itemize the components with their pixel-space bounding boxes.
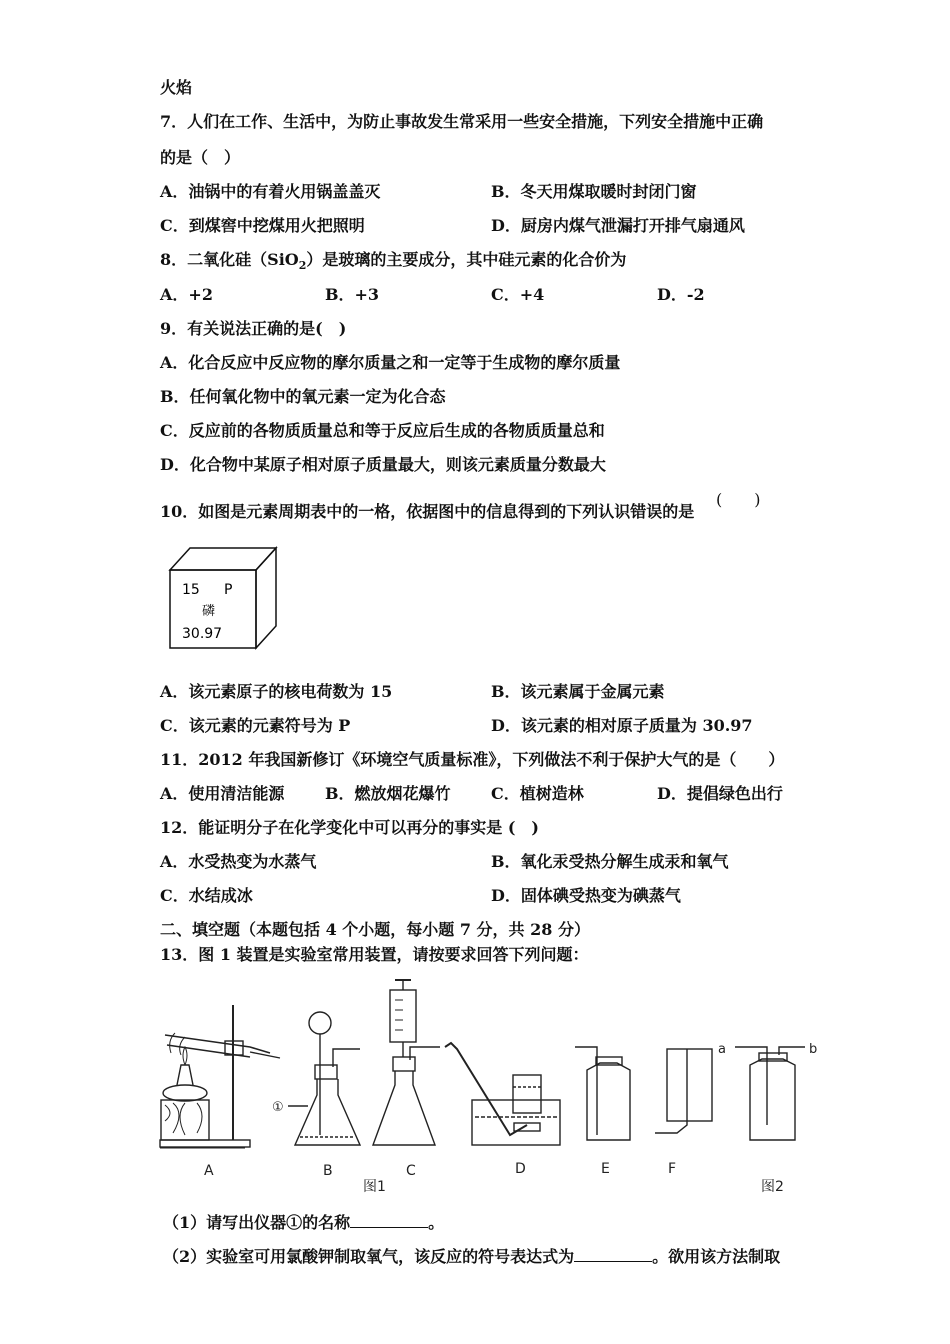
apparatus-b	[272, 1012, 360, 1145]
q12-option-b: B．氧化汞受热分解生成汞和氧气	[491, 852, 729, 871]
q7-option-c: C．到煤窖中挖煤用火把照明	[160, 216, 365, 235]
q8-stem: 8．二氧化硅（SiO$_2$）是玻璃的主要成分，其中硅元素的化合价为	[160, 250, 627, 273]
element-symbol: P	[224, 582, 233, 598]
marker-one: ①	[272, 1100, 284, 1115]
q9-option-d: D．化合物中某原子相对原子质量最大，则该元素质量分数最大	[160, 455, 606, 474]
q8-option-d: D．-2	[657, 285, 705, 304]
q11-option-b: B．燃放烟花爆竹	[325, 784, 451, 803]
label-f: F	[668, 1161, 677, 1177]
port-b-label: b	[809, 1042, 818, 1057]
label-c: C	[406, 1163, 416, 1179]
apparatus-f	[655, 1049, 712, 1133]
q8-option-b: B．+3	[325, 285, 380, 304]
q13-sub1: （1）请写出仪器①的名称 。	[163, 1213, 445, 1232]
port-a-label: a	[718, 1042, 726, 1057]
q7-option-d: D．厨房内煤气泄漏打开排气扇通风	[491, 216, 745, 235]
q9-option-b: B．任何氧化物中的氧元素一定为化合态	[160, 387, 446, 406]
label-d: D	[515, 1161, 526, 1177]
q9-option-a: A．化合反应中反应物的摩尔质量之和一定等于生成物的摩尔质量	[160, 353, 621, 372]
q12-option-a: A．水受热变为水蒸气	[160, 852, 317, 871]
q11-stem: 11．2012 年我国新修订《环境空气质量标准》，下列做法不利于保护大气的是（ ）	[160, 750, 785, 769]
q7-option-a: A．油锅中的有着火用锅盖盖灭	[160, 182, 381, 201]
q10-option-c: C．该元素的元素符号为 P	[160, 716, 351, 735]
label-e: E	[601, 1161, 610, 1177]
q8-option-c: C．+4	[491, 285, 545, 304]
cube-side-face	[256, 548, 276, 648]
answer-blank-2[interactable]	[574, 1247, 652, 1262]
apparatus-fig2	[718, 1042, 817, 1140]
q11-option-c: C．植树造林	[491, 784, 584, 803]
q7-stem-line1: 7．人们在工作、生活中，为防止事故发生常采用一些安全措施，下列安全措施中正确	[160, 112, 764, 131]
q13-sub2: （2）实验室可用氯酸钾制取氧气，该反应的符号表达式为 。欲用该方法制取	[163, 1247, 781, 1266]
q13-stem: 13．图 1 装置是实验室常用装置，请按要求回答下列问题：	[160, 945, 589, 964]
q8-option-a: A．+2	[160, 285, 213, 304]
q9-option-c: C．反应前的各物质质量总和等于反应后生成的各物质质量总和	[160, 421, 605, 440]
fig2-caption: 图2	[761, 1179, 784, 1195]
q10-option-b: B．该元素属于金属元素	[491, 682, 665, 701]
atomic-mass: 30.97	[182, 626, 223, 642]
apparatus-c	[373, 980, 440, 1145]
q11-option-a: A．使用清洁能源	[160, 784, 285, 803]
q12-stem: 12．能证明分子在化学变化中可以再分的事实是 ( )	[160, 818, 539, 837]
answer-blank-1[interactable]	[350, 1213, 428, 1228]
q12-option-d: D．固体碘受热变为碘蒸气	[491, 886, 681, 905]
q10-answer-paren: ( )	[716, 490, 761, 509]
q11-option-d: D．提倡绿色出行	[657, 784, 783, 803]
element-name: 磷	[202, 604, 216, 619]
element-cell-figure	[160, 540, 290, 655]
top-fragment: 火焰	[160, 78, 193, 97]
q12-option-c: C．水结成冰	[160, 886, 253, 905]
label-a: A	[204, 1163, 214, 1179]
atomic-number: 15	[182, 582, 200, 598]
cube-top-face	[170, 548, 276, 570]
label-b: B	[323, 1163, 333, 1179]
apparatus-figure	[155, 975, 835, 1200]
apparatus-d	[445, 1043, 560, 1145]
q10-option-d: D．该元素的相对原子质量为 30.97	[491, 716, 753, 735]
q7-option-b: B．冬天用煤取暖时封闭门窗	[491, 182, 697, 201]
q10-option-a: A．该元素原子的核电荷数为 15	[160, 682, 393, 701]
fig1-caption: 图1	[363, 1179, 386, 1195]
q9-stem: 9．有关说法正确的是( )	[160, 319, 347, 338]
apparatus-e	[575, 1047, 630, 1140]
q7-stem-line2: 的是（ ）	[160, 148, 241, 167]
section-2-heading: 二、填空题（本题包括 4 个小题，每小题 7 分，共 28 分）	[160, 920, 590, 939]
q10-stem: 10．如图是元素周期表中的一格，依据图中的信息得到的下列认识错误的是	[160, 502, 695, 521]
apparatus-a	[160, 1005, 280, 1147]
